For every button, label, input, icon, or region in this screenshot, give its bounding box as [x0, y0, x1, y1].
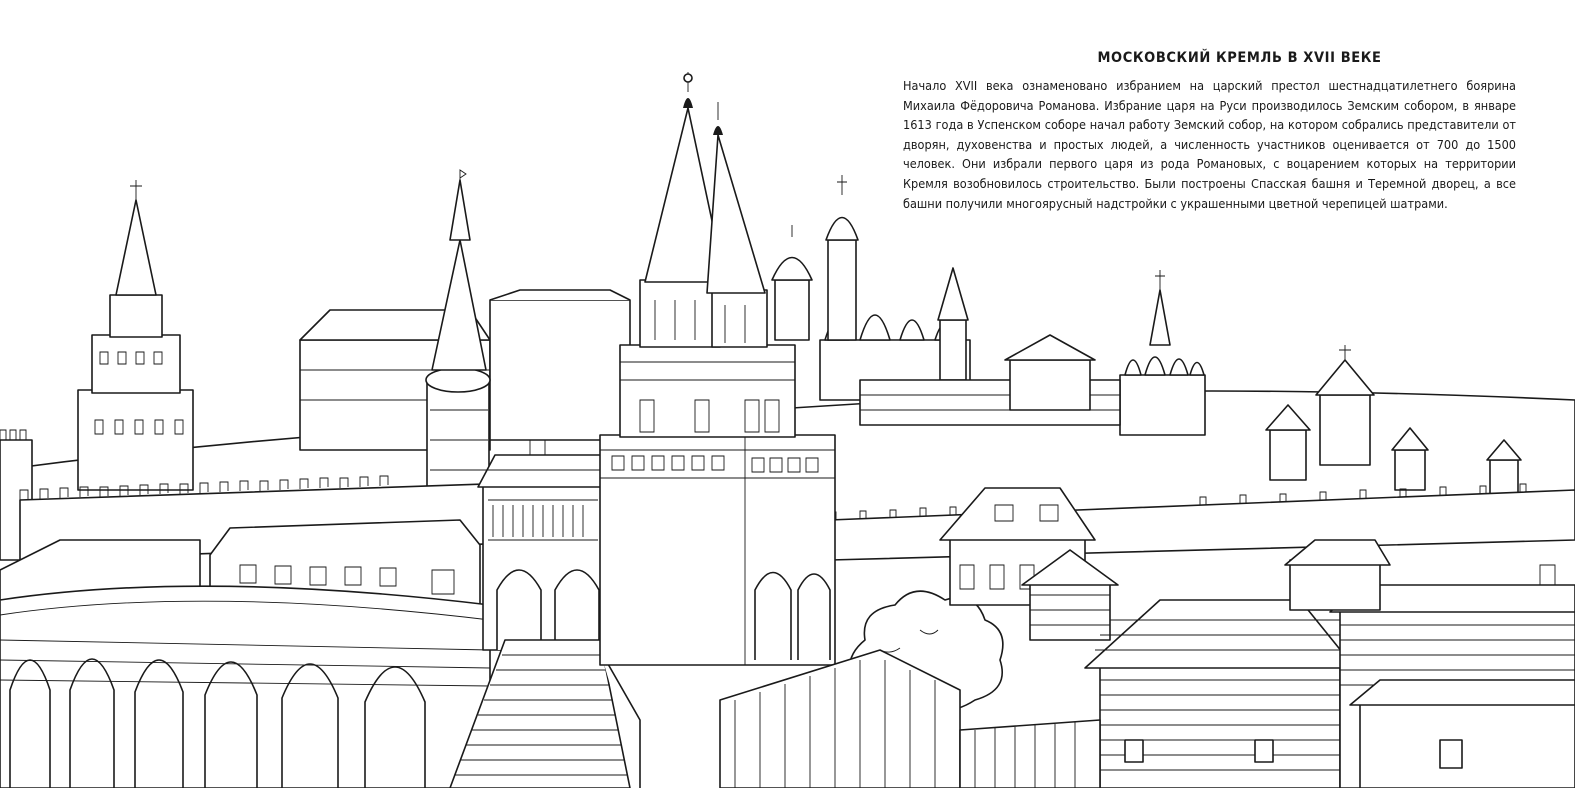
stone-arch-bridge [0, 586, 490, 788]
caption-block [903, 50, 1516, 213]
caption-title: МОСКОВСКИЙ КРЕМЛЬ В XVII ВЕКЕ [1097, 50, 1382, 66]
main-foreground-tower [600, 72, 835, 665]
gate-arch-building [478, 440, 608, 650]
caption-body-text: Начало XVII века ознаменовано избранием на царский престол шестнадцатилетнего боярина Михаила Фёдоровича Романова. Избрание царя на Руси производилось Земским собором, в январе 1613 года в Успенском соборе начал работу Земский собор, на котором собрались представители от дворян, духовенства и простых людей, а численность участников оценивается от 700 до 1500 человек. Они избрали первого царя из рода Романовых, с воцарением которых на территории Кремля возобновилось строительство. Были построены Спасская башня и Теремной дворец, а все башни получили многоярусный надстройки с украшенными цветной черепицей шатрами. [903, 78, 1516, 211]
wooden-fences [720, 650, 1100, 788]
wooden-houses [1085, 540, 1575, 788]
